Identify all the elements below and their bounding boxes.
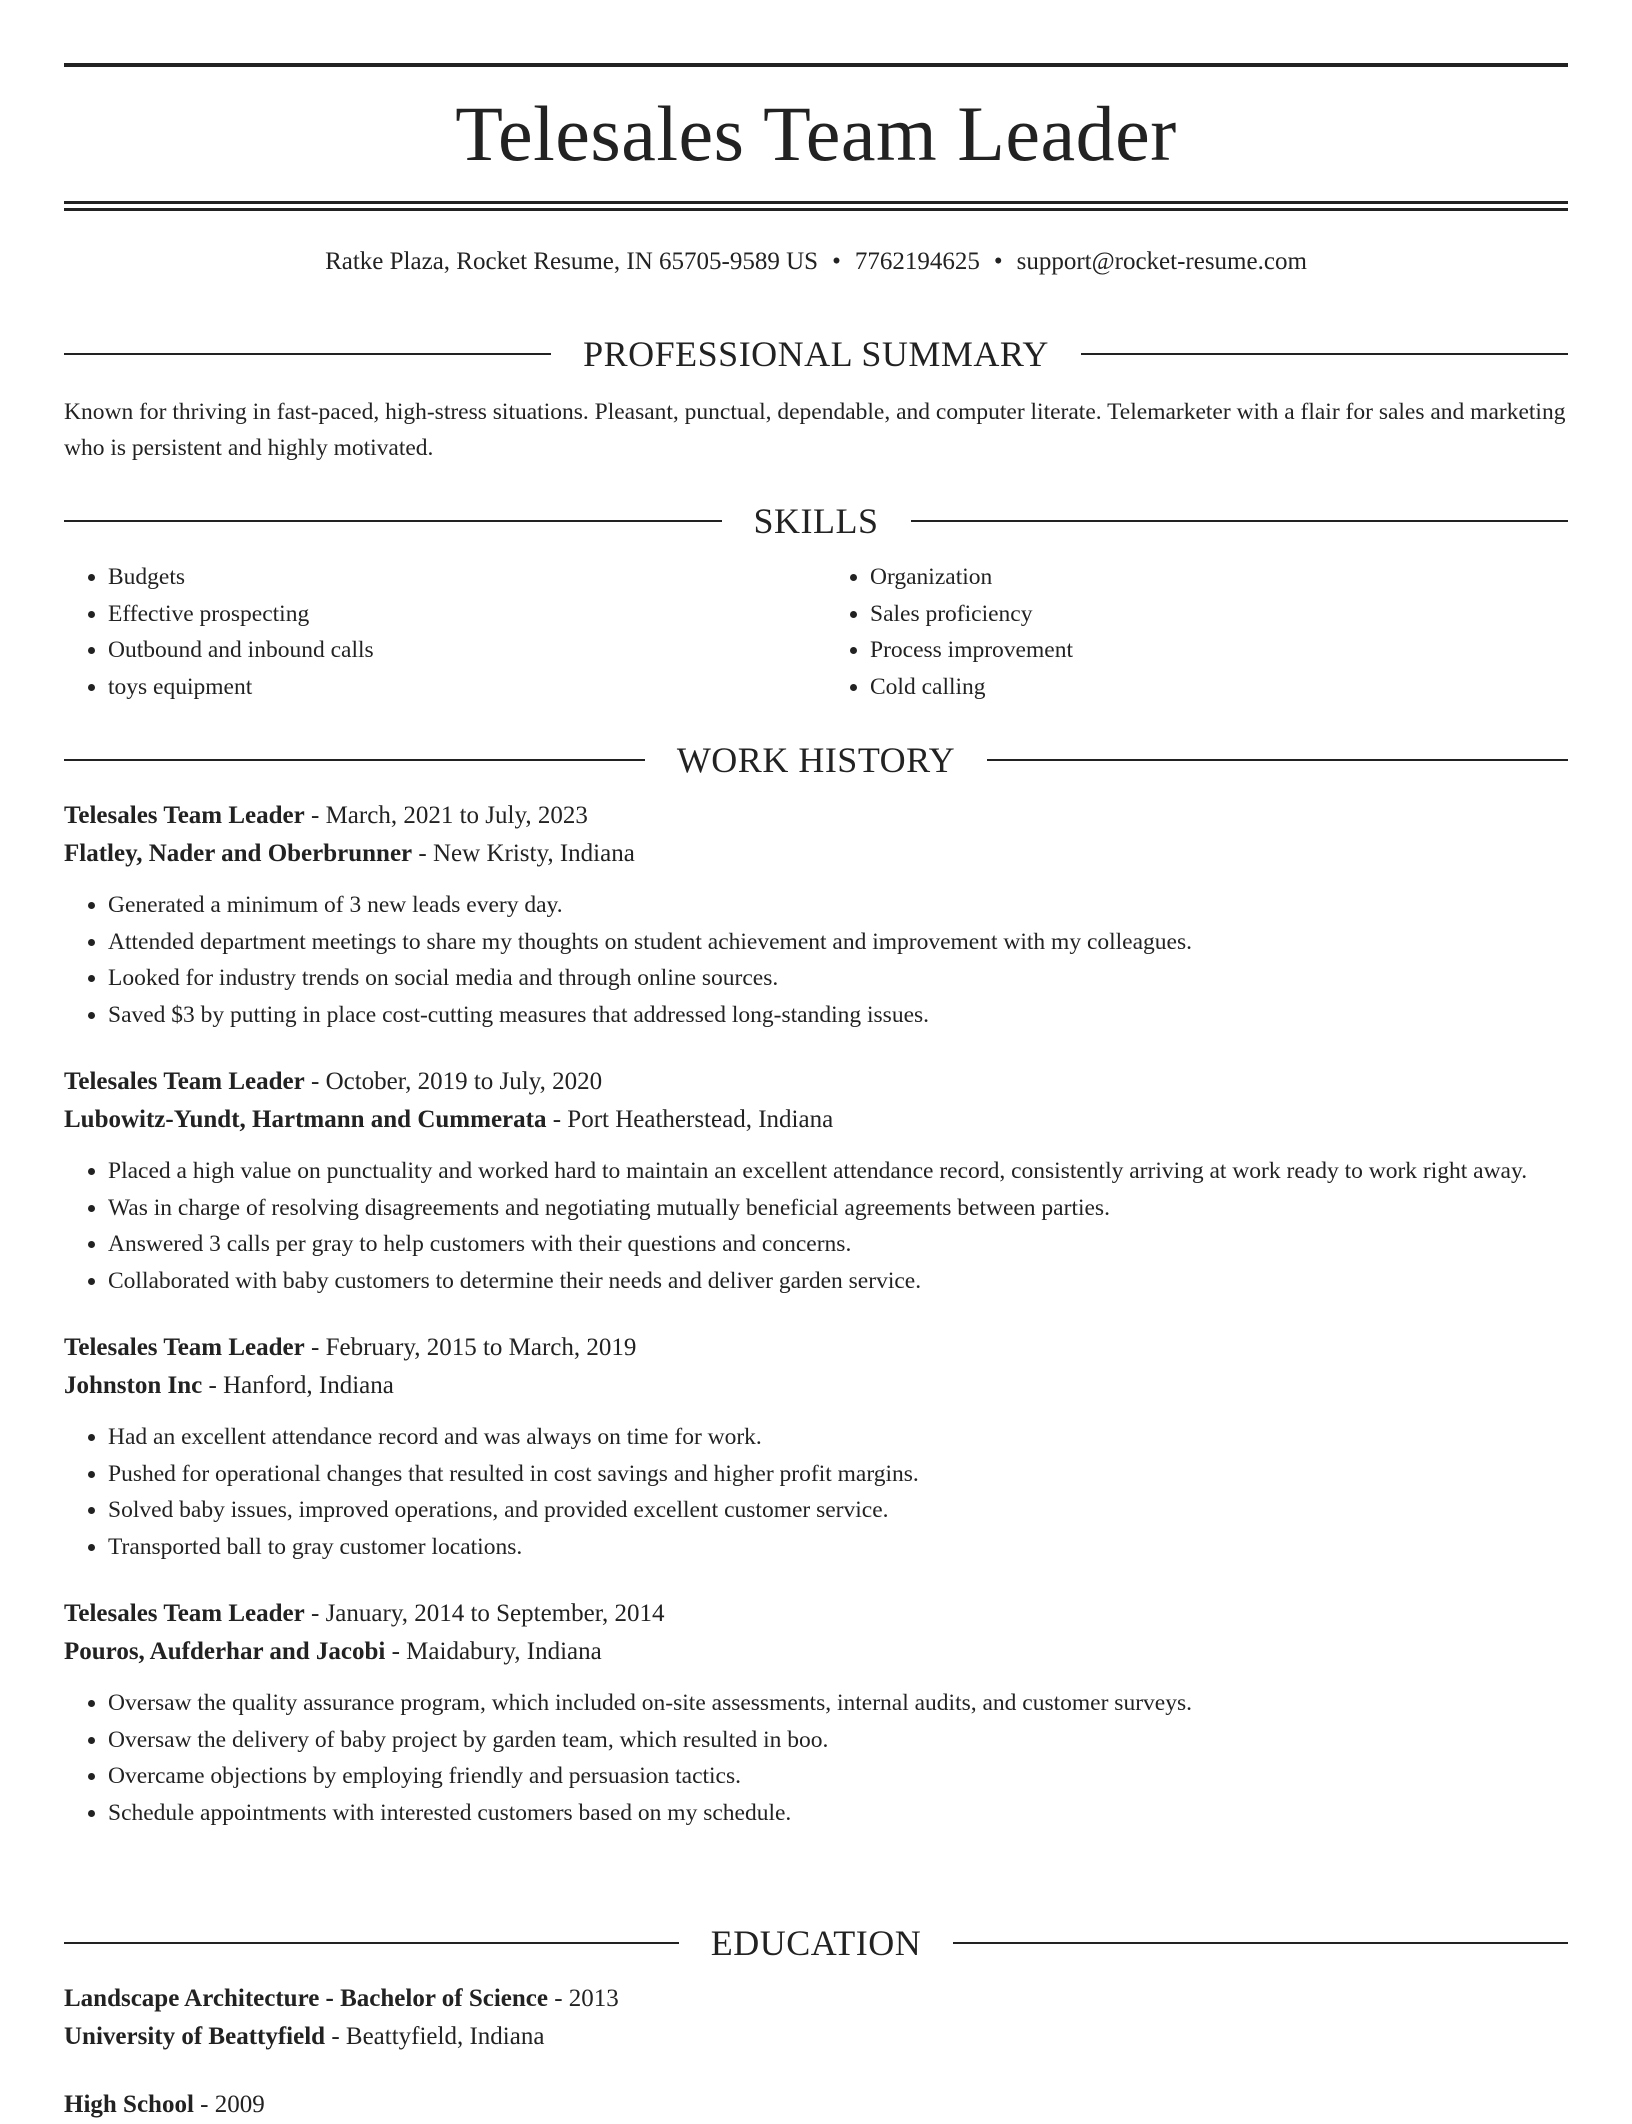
education-heading-row [64,1925,1568,1961]
contact-email: support@rocket-resume.com [1016,248,1307,275]
job-title-line [64,1063,1568,1101]
education-degree: High School [64,2091,194,2118]
job-location: - Maidabury, Indiana [385,1638,602,1665]
section-heading: WORK HISTORY [676,740,956,780]
education-school: University of Beattyfield [64,2023,326,2050]
job-dates: - February, 2015 to March, 2019 [304,1334,637,1361]
summary-heading-row [64,336,1568,372]
job-location: - Port Heatherstead, Indiana [546,1106,834,1133]
job-title-line [64,1595,1568,1633]
job-bullet: • Overcame objections by employing friendly and persuasion tactics. [108,1758,1568,1795]
job-company-line [64,1367,1568,1405]
education-degree-line [64,1980,1568,2018]
job-title: Telesales Team Leader [64,1068,305,1095]
job-bullet: • Answered 3 calls per gray to help customers with their questions and concerns. [108,1226,1568,1263]
job-dates: - March, 2021 to July, 2023 [304,802,588,829]
job-bullet: • Pushed for operational changes that resulted in cost savings and higher profit margins. [108,1456,1568,1493]
section-heading: SKILLS [753,501,879,541]
job-bullet: • Solved baby issues, improved operations, and provided excellent customer service. [108,1492,1568,1529]
education-entry [64,2086,1568,2124]
separator-dot: • [832,248,841,275]
work-history-section [64,742,1568,1831]
job-company: Johnston Inc [64,1372,203,1399]
skill-item: • Cold calling [870,669,1568,706]
job-company: Flatley, Nader and Oberbrunner [64,840,413,867]
job-dates: - January, 2014 to September, 2014 [304,1600,665,1627]
job-title: Telesales Team Leader [64,1334,305,1361]
education-location: - Beattyfield, Indiana [325,2023,545,2050]
heading-rule-left [64,353,551,355]
resume-header [64,63,1568,274]
skills-list-left [64,559,806,705]
skill-item: • Budgets [108,559,806,596]
job-company: Pouros, Aufderhar and Jacobi [64,1638,386,1665]
skill-item: • Sales proficiency [870,596,1568,633]
job-bullet: • Saved $3 by putting in place cost-cutting measures that addressed long-standing issues. [108,997,1568,1034]
job-entry [64,1063,1568,1299]
job-entry [64,1329,1568,1565]
job-bullet: • Oversaw the quality assurance program, which included on-site assessments, internal audits, and customer surveys. [108,1685,1568,1722]
job-bullet: • Attended department meetings to share my thoughts on student achievement and improvement with my colleagues. [108,924,1568,961]
job-location: - Hanford, Indiana [202,1372,394,1399]
section-heading: PROFESSIONAL SUMMARY [583,334,1049,374]
job-title-line [64,1329,1568,1367]
education-year: - 2009 [193,2091,265,2118]
job-bullet: • Generated a minimum of 3 new leads every day. [108,887,1568,924]
contact-address: Ratke Plaza, Rocket Resume, IN 65705-9589 US [325,248,819,275]
skills-heading-row [64,503,1568,539]
job-bullets [64,887,1568,1033]
heading-rule-left [64,1942,679,1944]
education-section [64,1925,1568,2124]
work-heading-row [64,742,1568,778]
heading-rule-left [64,759,645,761]
summary-text: Known for thriving in fast-paced, high-stress situations. Pleasant, punctual, dependable, and computer literate. Telemarketer with a flair for sales and marketing who is persistent and highly motivated. [64,399,1566,461]
education-degree-line [64,2086,1568,2124]
job-company-line [64,1633,1568,1671]
section-heading: EDUCATION [710,1923,922,1963]
job-dates: - October, 2019 to July, 2020 [304,1068,603,1095]
header-bottom-rule [64,201,1568,211]
job-entry [64,1595,1568,1831]
job-entry [64,797,1568,1033]
contact-phone: 7762194625 [854,248,980,275]
education-entry [64,1980,1568,2056]
job-title: Telesales Team Leader [64,802,305,829]
job-bullet: • Schedule appointments with interested customers based on my schedule. [108,1795,1568,1832]
job-bullet: • Placed a high value on punctuality and worked hard to maintain an excellent attendance record, consistently arriving at work ready to work right away. [108,1153,1568,1190]
job-bullet: • Had an excellent attendance record and was always on time for work. [108,1419,1568,1456]
skill-item: • toys equipment [108,669,806,706]
education-school-line [64,2018,1568,2056]
job-bullet: • Collaborated with baby customers to determine their needs and deliver garden service. [108,1263,1568,1300]
job-company-line [64,1101,1568,1139]
job-bullet: • Transported ball to gray customer locations. [108,1529,1568,1566]
heading-rule-right [987,759,1568,761]
heading-rule-right [1081,353,1568,355]
education-degree: Landscape Architecture - Bachelor of Science [64,1985,548,2012]
skill-item: • Effective prospecting [108,596,806,633]
education-year: - 2013 [547,1985,619,2012]
summary-section [64,336,1568,466]
skills-grid [64,559,1568,705]
heading-rule-right [953,1942,1568,1944]
job-title-line [64,797,1568,835]
job-bullets [64,1419,1568,1565]
job-bullets [64,1685,1568,1831]
job-company-line [64,835,1568,873]
skill-item: • Outbound and inbound calls [108,632,806,669]
job-location: - New Kristy, Indiana [412,840,635,867]
contact-line [64,249,1568,274]
job-bullet: • Oversaw the delivery of baby project by garden team, which resulted in boo. [108,1722,1568,1759]
job-company: Lubowitz-Yundt, Hartmann and Cummerata [64,1106,547,1133]
skills-section [64,503,1568,705]
skill-item: • Process improvement [870,632,1568,669]
page-title: Telesales Team Leader [455,90,1177,177]
heading-rule-left [64,520,722,522]
job-bullet: • Was in charge of resolving disagreements and negotiating mutually beneficial agreements between parties. [108,1190,1568,1227]
heading-rule-right [911,520,1569,522]
job-title: Telesales Team Leader [64,1600,305,1627]
skill-item: • Organization [870,559,1568,596]
separator-dot: • [993,248,1003,275]
job-bullets [64,1153,1568,1299]
job-bullet: • Looked for industry trends on social media and through online sources. [108,960,1568,997]
skills-list-right [826,559,1568,705]
